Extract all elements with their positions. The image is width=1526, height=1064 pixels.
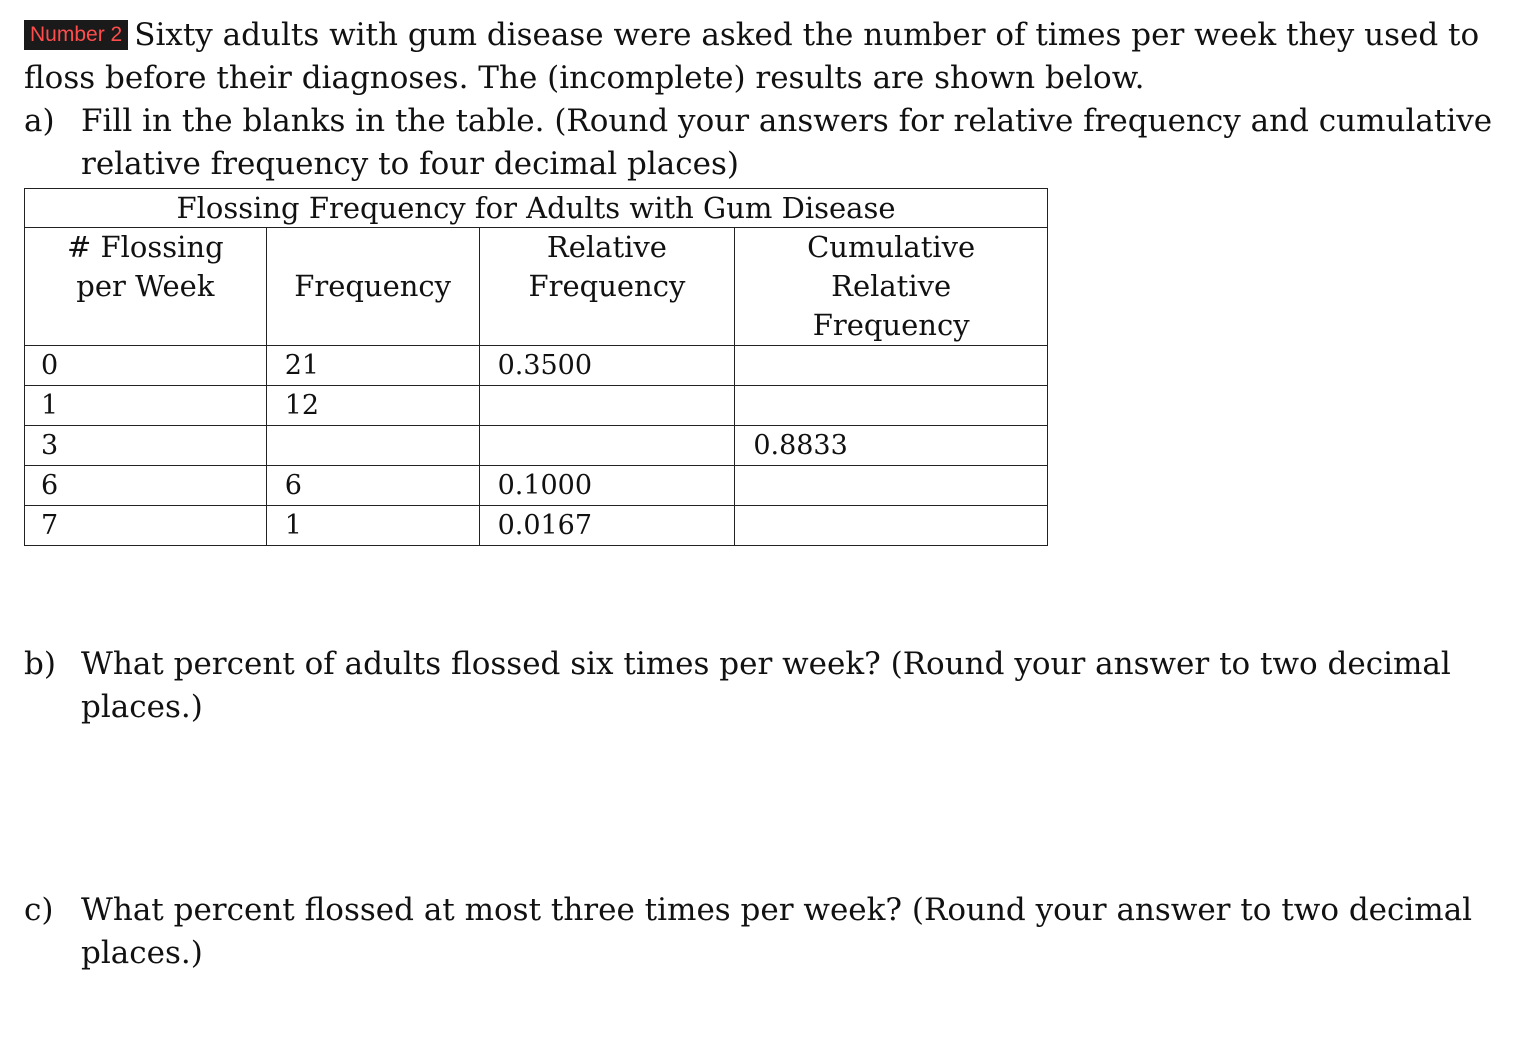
cell-flossing: 1: [25, 386, 267, 426]
header-flossing-line1: # Flossing: [67, 230, 224, 264]
table-header-row: [25, 228, 1048, 346]
table-row: [25, 386, 1048, 426]
cell-cumulative-frequency: [735, 386, 1048, 426]
header-flossing-per-week: [25, 228, 267, 346]
header-relative-line2: Frequency: [528, 269, 686, 303]
header-cumulative-line2: Relative: [831, 269, 952, 303]
cell-flossing: 6: [25, 466, 267, 506]
frequency-table: [24, 188, 1048, 546]
cell-flossing: 3: [25, 426, 267, 466]
cell-frequency: 21: [266, 346, 479, 386]
table-row: [25, 346, 1048, 386]
header-cumulative-line1: Cumulative: [807, 230, 976, 264]
part-b-text: What percent of adults flossed six times per week? (Round your answer to two decimal places.): [81, 646, 1451, 725]
cell-frequency: 1: [266, 506, 479, 546]
header-frequency: Frequency: [266, 228, 479, 346]
cell-frequency: [266, 426, 479, 466]
table-row: [25, 426, 1048, 466]
cell-relative-frequency: 0.0167: [479, 506, 735, 546]
table-row: [25, 466, 1048, 506]
worksheet: [24, 14, 1504, 546]
problem-intro: [24, 14, 1504, 100]
part-c: [24, 889, 1526, 975]
problem-number-badge: Number 2: [24, 20, 128, 50]
header-cumulative-line3: Frequency: [812, 308, 970, 342]
cell-cumulative-frequency: 0.8833: [735, 426, 1048, 466]
cell-frequency: 12: [266, 386, 479, 426]
header-relative-frequency: [479, 228, 735, 346]
part-b-letter: b): [24, 646, 56, 682]
cell-cumulative-frequency: [735, 346, 1048, 386]
cell-relative-frequency: 0.1000: [479, 466, 735, 506]
table-caption-row: [25, 189, 1048, 228]
table-title: Flossing Frequency for Adults with Gum Disease: [25, 189, 1048, 228]
table-row: [25, 506, 1048, 546]
intro-text: Sixty adults with gum disease were asked the number of times per week they used to floss before their diagnoses. The (incomplete) results are shown below.: [24, 17, 1480, 96]
part-a: [24, 100, 1504, 186]
header-cumulative-relative-frequency: [735, 228, 1048, 346]
part-c-text: What percent flossed at most three times per week? (Round your answer to two decimal places.): [81, 892, 1473, 971]
part-a-letter: a): [24, 103, 55, 139]
cell-relative-frequency: 0.3500: [479, 346, 735, 386]
cell-relative-frequency: [479, 386, 735, 426]
cell-frequency: 6: [266, 466, 479, 506]
part-c-letter: c): [24, 892, 54, 928]
part-a-text: Fill in the blanks in the table. (Round your answers for relative frequency and cumulative relative frequency to four decimal places): [81, 103, 1493, 182]
header-relative-line1: Relative: [546, 230, 667, 264]
cell-flossing: 7: [25, 506, 267, 546]
cell-relative-frequency: [479, 426, 735, 466]
part-b: [24, 643, 1526, 729]
cell-flossing: 0: [25, 346, 267, 386]
cell-cumulative-frequency: [735, 506, 1048, 546]
header-flossing-line2: per Week: [76, 269, 215, 303]
cell-cumulative-frequency: [735, 466, 1048, 506]
